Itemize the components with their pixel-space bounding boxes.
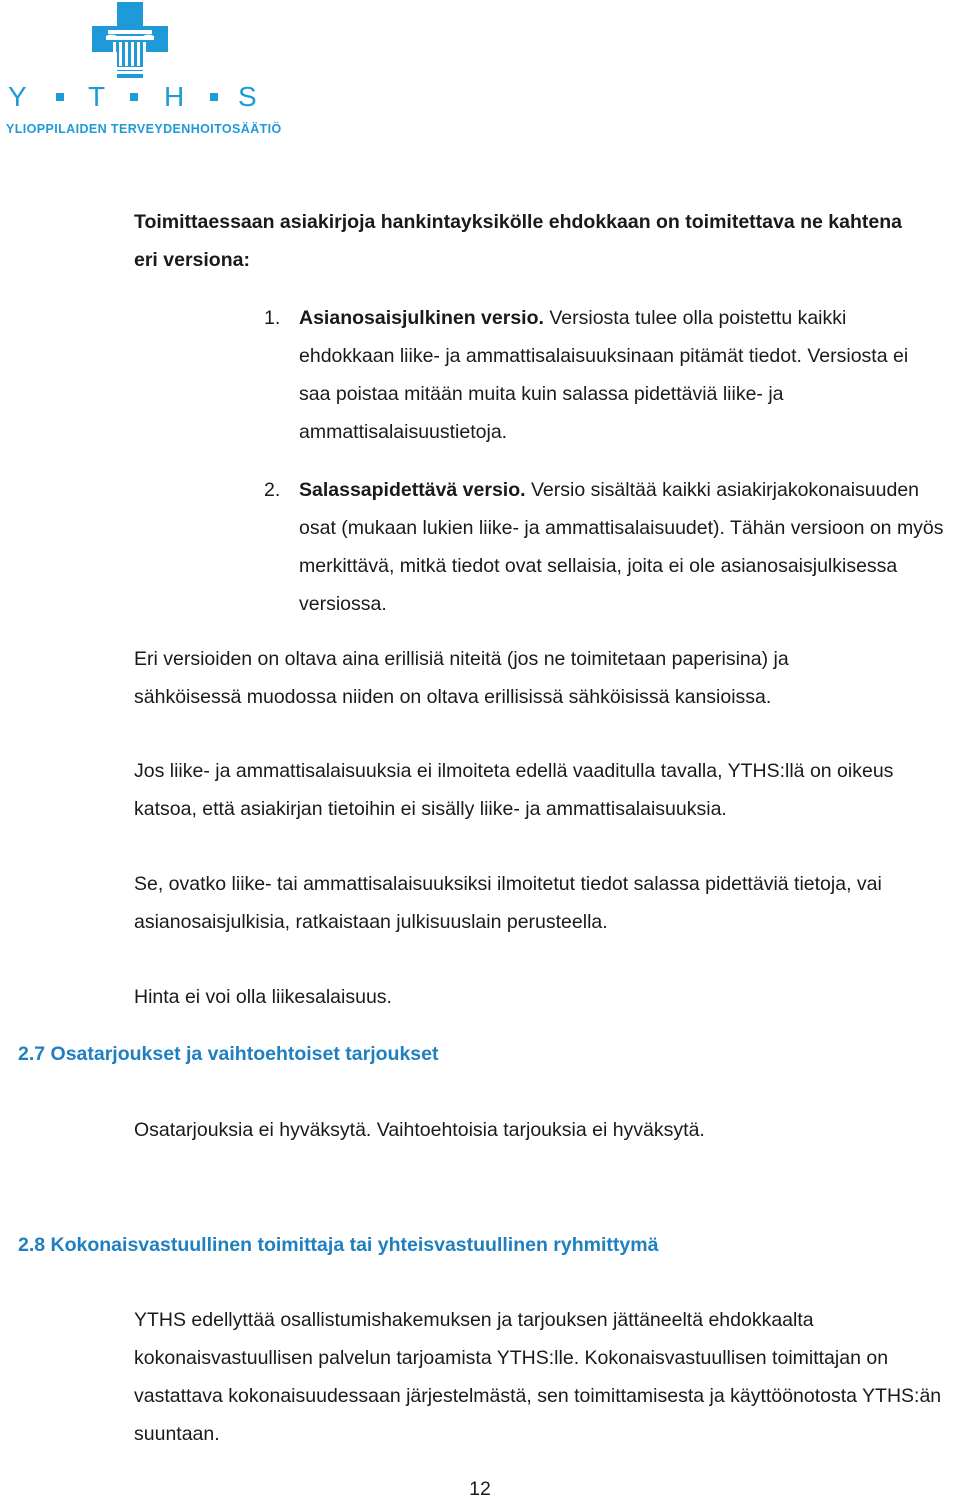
section-heading-2-7: 2.7 Osatarjoukset ja vaihtoehtoiset tarjoukset [18, 1043, 439, 1065]
version-item [134, 471, 944, 623]
paragraph-price-not-secret: Hinta ei voi olla liikesalaisuus. [134, 986, 392, 1008]
paragraph-undeclared-secrets: Jos liike- ja ammattisalaisuuksia ei ilmoiteta edellä vaaditulla tavalla, YTHS:llä on oikeus katsoa, että asiakirjan tietoihin ei sisälly liike- ja ammattisalaisuuksia. [134, 760, 894, 820]
logo-letter-s: S [238, 84, 257, 108]
version-item [134, 299, 944, 451]
yths-logo [0, 0, 282, 145]
page-number: 12 [469, 1478, 491, 1500]
logo-dot-2 [130, 93, 138, 101]
version-title: Salassapidettävä versio. [299, 479, 526, 501]
logo-letter-h: H [164, 84, 185, 108]
paragraph-separate-volumes: Eri versioiden on oltava aina erillisiä niteitä (jos ne toimitetaan paperisina) ja sähköisessä muodossa niiden on oltava erillisissä sähköisissä kansioissa. [134, 648, 789, 708]
version-number: 1. [264, 307, 281, 329]
version-title: Asianosaisjulkinen versio. [299, 307, 544, 329]
version-text: Versiosta tulee olla poistettu kaikki ehdokkaan liike- ja ammattisalaisuuksinaan pitämät tiedot. Versiosta ei saa poistaa mitään muita kuin salassa pidettäviä liike- ja ammattisalaisuustietoja. [299, 307, 909, 443]
logo-letter-y: Y [8, 84, 27, 108]
column-cross-icon [0, 0, 270, 82]
version-text: Versio sisältää kaikki asiakirjakokonaisuuden osat (mukaan lukien liike- ja ammattisalaisuudet). Tähän versioon on myös merkittävä, mitkä tiedot ovat sellaisia, joita ei ole asianosaisjulkisessa versiossa. [299, 479, 944, 615]
paragraph-publicity-act: Se, ovatko liike- tai ammattisalaisuuksiksi ilmoitetut tiedot salassa pidettäviä tietoja, vai asianosaisjulkisia, ratkaistaan julkisuuslain perusteella. [134, 873, 882, 933]
logo-dot-3 [210, 93, 218, 101]
logo-wordmark [6, 84, 258, 108]
logo-dot-1 [56, 93, 64, 101]
versions-list [134, 299, 944, 623]
section-2-7-text: Osatarjouksia ei hyväksytä. Vaihtoehtoisia tarjouksia ei hyväksytä. [134, 1119, 705, 1141]
section-2-8-text: YTHS edellyttää osallistumishakemuksen ja tarjouksen jättäneeltä ehdokkaalta kokonaisvastuullisen palvelun tarjoamista YTHS:lle. Kokonaisvastuullisen toimittajan on vastattava kokonaisuudessaan järjestelmästä, sen toimittamisesta ja käyttöönotosta YTHS:än suuntaan. [134, 1309, 942, 1445]
section-heading-2-8: 2.8 Kokonaisvastuullinen toimittaja tai yhteisvastuullinen ryhmittymä [18, 1234, 659, 1256]
logo-tagline: YLIOPPILAIDEN TERVEYDENHOITOSÄÄTIÖ [6, 122, 282, 136]
intro-paragraph: Toimittaessaan asiakirjoja hankintayksikölle ehdokkaan on toimitettava ne kahtena eri versiona: [134, 211, 902, 271]
document-body [134, 203, 944, 623]
logo-letter-t: T [88, 84, 106, 108]
version-number: 2. [264, 479, 281, 501]
